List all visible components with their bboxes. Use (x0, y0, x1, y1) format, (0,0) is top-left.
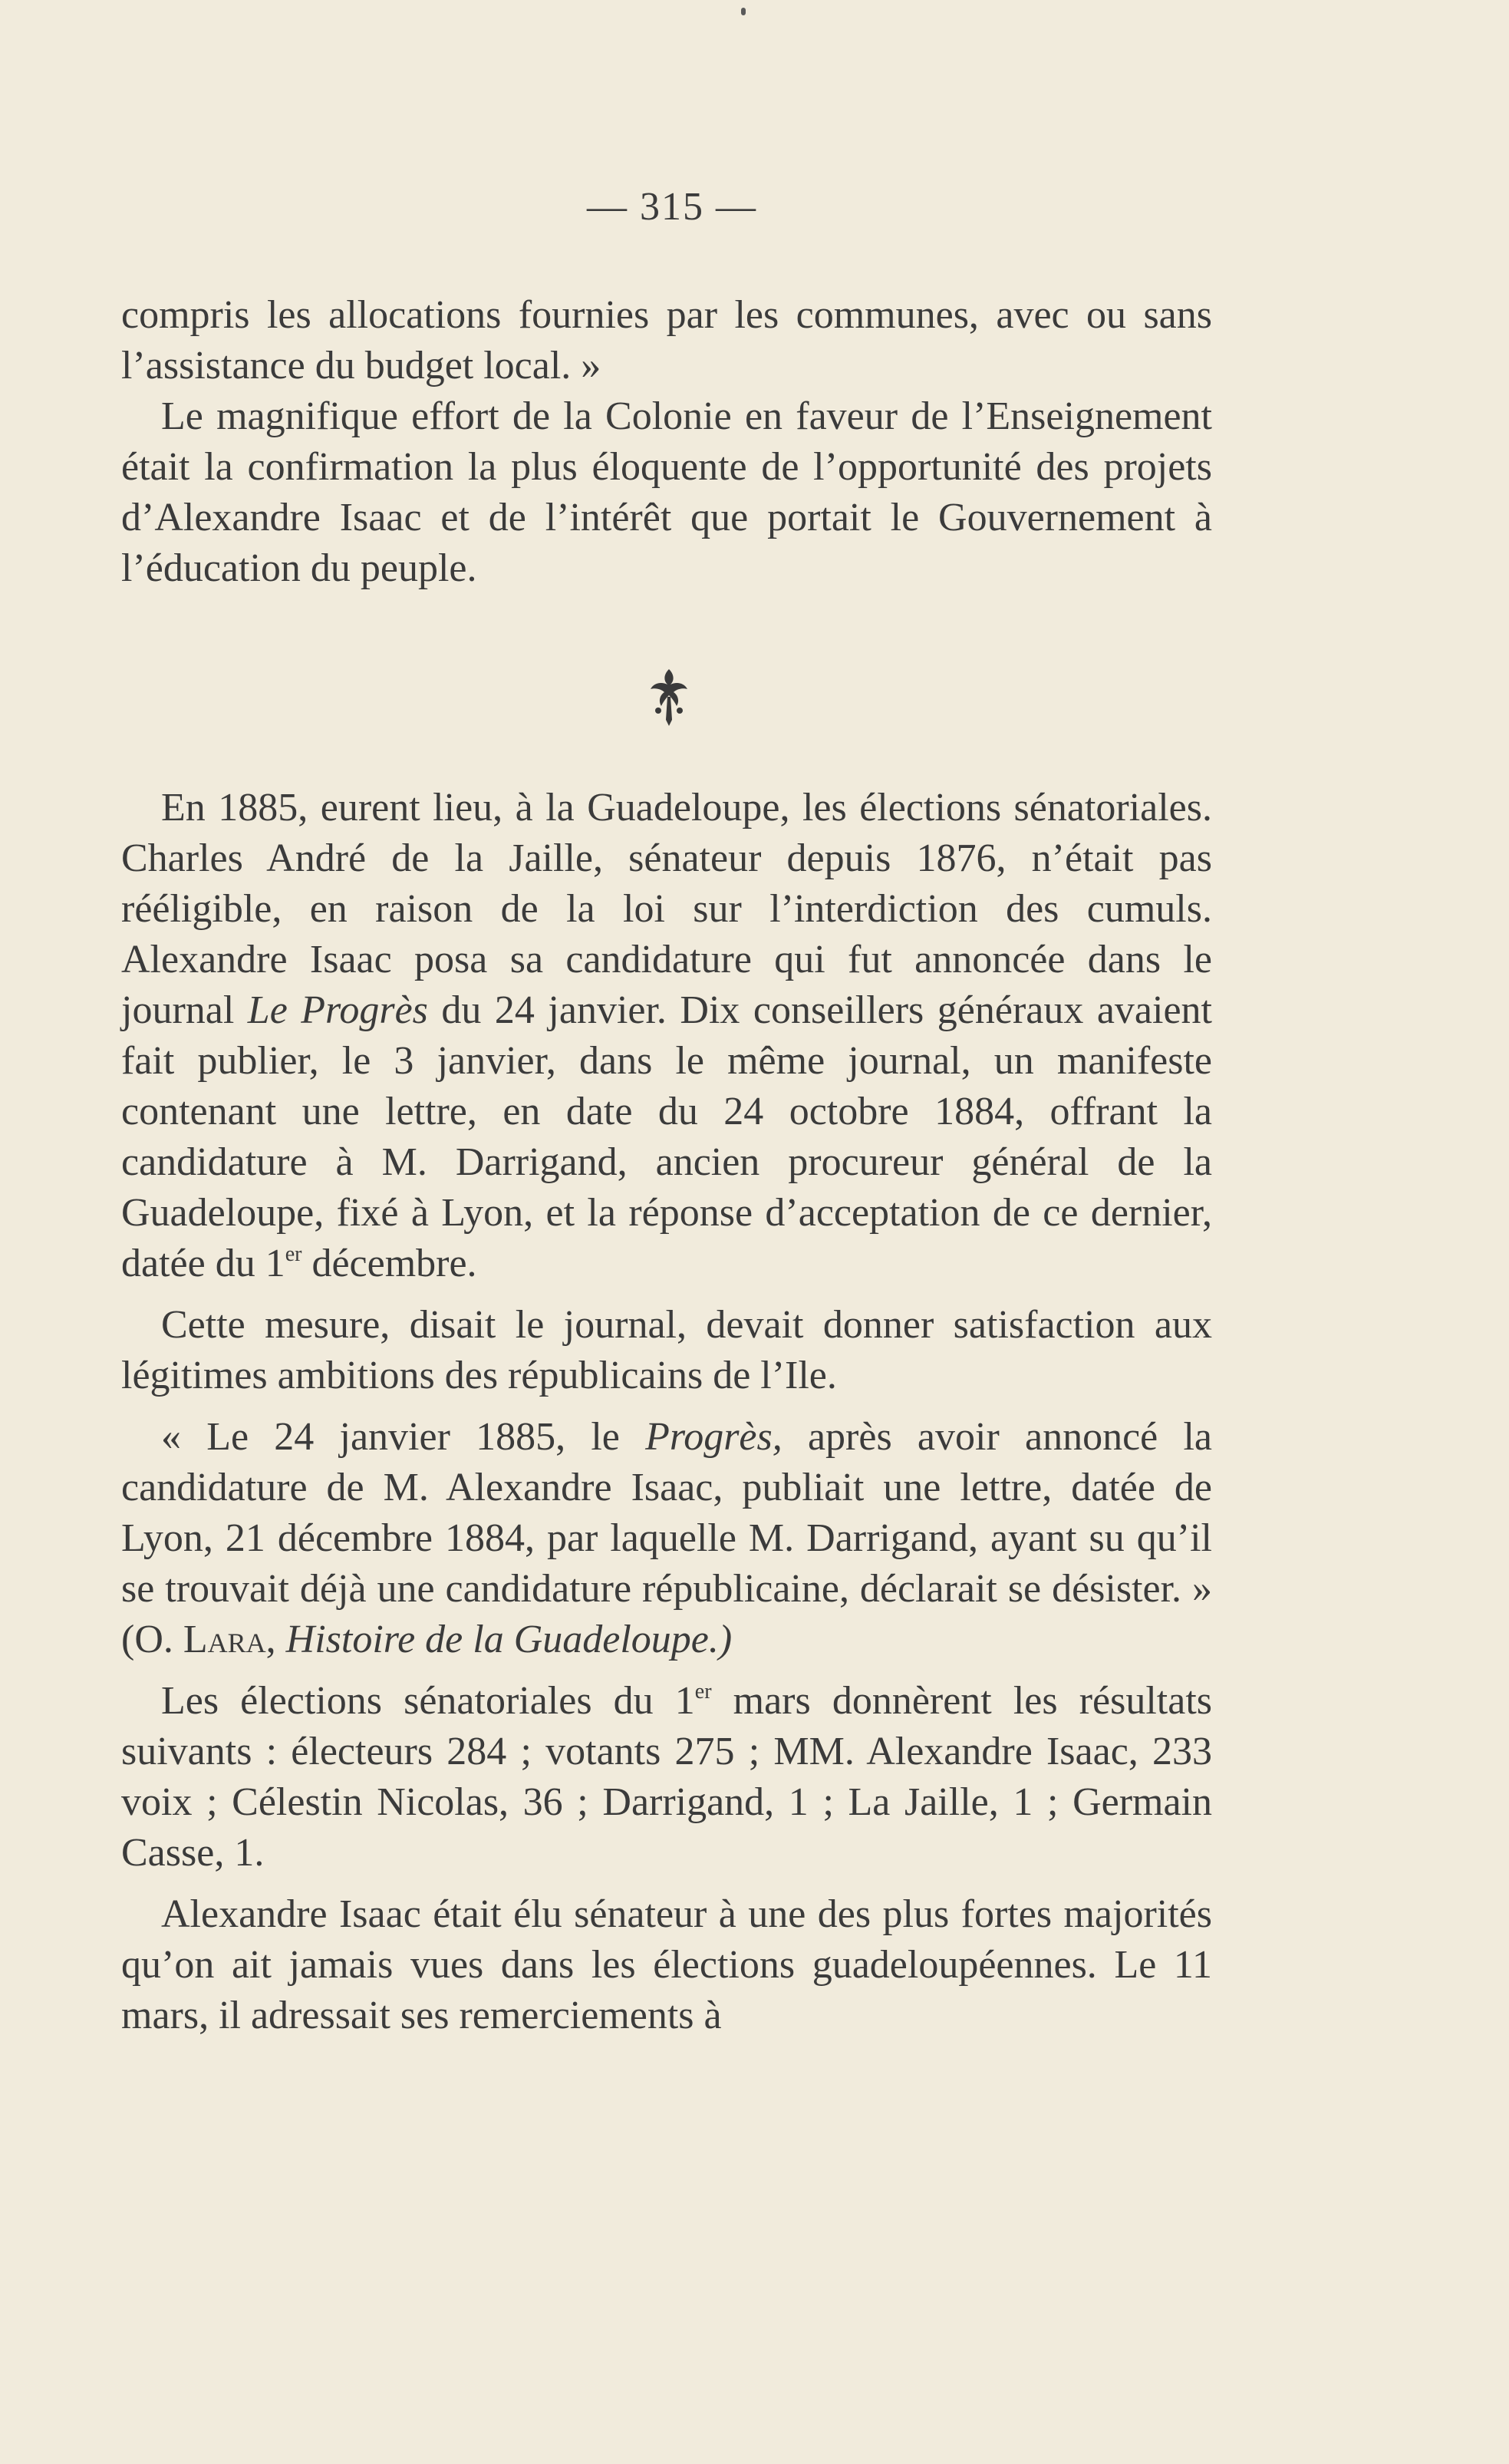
paragraph-elected: Alexandre Isaac était élu sénateur à une des plus fortes majorités qu’on ait jamais vues dans les élections guadeloupéennes. Le 11 mars, il adressait ses remerciements à (121, 1892, 1212, 2037)
text-run: Les élections sénatoriales du 1 (161, 1679, 695, 1723)
text-run: mars donnèrent les résultats suivants : électeurs 284 ; votants 275 ; MM. Alexandre Isaac, 233 voix ; Célestin Nicolas, 36 ; Darrigand, 1 ; La Jaille, 1 ; Germain Casse, 1. (121, 1679, 1212, 1875)
text-run: « Le 24 janvier 1885, le (161, 1415, 646, 1459)
ordinal-suffix: er (694, 1680, 712, 1704)
fleuron-icon (644, 666, 694, 727)
citation-title: Histoire de la Guadeloupe.) (285, 1618, 733, 1661)
paragraph-quotation (121, 1412, 1212, 1665)
text-run: du 24 janvier. Dix conseillers généraux avaient fait publier, le 3 janvier, dans le même journal, un manifeste contenant une lettre, en date du 24 octobre 1884, offrant la candidature à M. Darrigand, ancien procureur général de la Guadeloupe, fixé à Lyon, et la réponse d’acceptation de ce dernier, datée du 1 (121, 988, 1212, 1285)
paragraph-continuation: compris les allocations fournies par les communes, avec ou sans l’assistance du budget local. » (121, 293, 1212, 388)
paragraph-mesure: Cette mesure, disait le journal, devait donner satisfaction aux légitimes ambitions des républicains de l’Ile. (121, 1303, 1212, 1397)
text-run: décembre. (301, 1242, 477, 1285)
paragraph-enseignement: Le magnifique effort de la Colonie en faveur de l’Enseignement était la confirmation la plus éloquente de l’opportunité des projets d’Alexandre Isaac et de l’intérêt que portait le Gouvernement à l’éducation du peuple. (121, 394, 1212, 590)
journal-title: Le Progrès (247, 988, 428, 1032)
text-run: , (265, 1618, 286, 1661)
text-run: après avoir annoncé la candidature de M. Alexandre Isaac, publiait une lettre, datée de Lyon, 21 décembre 1884, par laquelle M. Darrigand, ayant su qu’il se trouvait déjà une candidature républicaine, déclarait se désister. » (O. (121, 1415, 1212, 1661)
ink-speck (741, 8, 746, 15)
citation-author: Lara (183, 1618, 266, 1661)
paragraph-elections-1885 (121, 783, 1212, 1289)
text-block-top (121, 290, 1212, 594)
page-number: — 315 — (587, 185, 757, 229)
journal-title: Progrès, (645, 1415, 783, 1459)
paragraph-results (121, 1676, 1212, 1879)
ordinal-suffix: er (285, 1242, 302, 1266)
text-block-main (121, 783, 1212, 2041)
text-run: En 1885, eurent lieu, à la Guadeloupe, les élections sénatoriales. Charles André de la Jaille, sénateur depuis 1876, n’était pas rééligible, en raison de la loi sur l’interdiction des cumuls. Alexandre Isaac posa sa candidature qui fut annoncée dans le journal (121, 786, 1212, 1032)
